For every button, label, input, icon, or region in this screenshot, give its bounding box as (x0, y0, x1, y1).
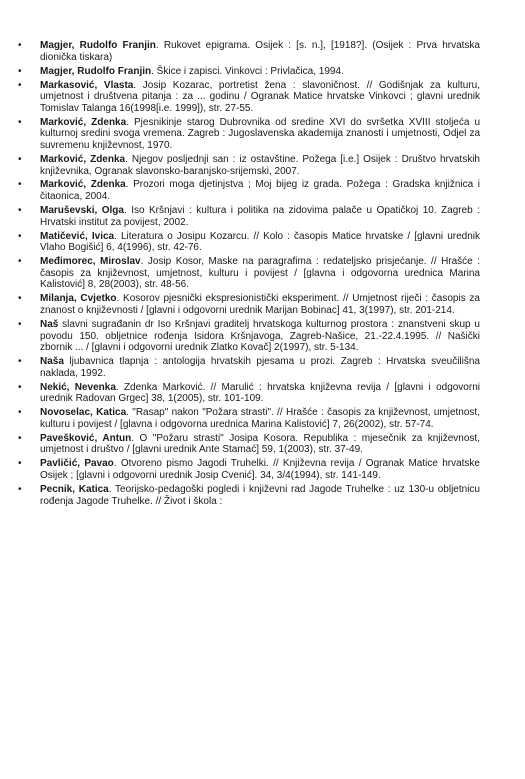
entry-author: Naša (40, 356, 64, 368)
entry-description: . Kosorov pjesnički ekspresionistički eksperiment. // Umjetnost riječi : časopis za znanost o književnosti / [glavni i odgovorni urednik Marijan Bobinac] 41, 3(1997), str. 201-214. (40, 293, 480, 316)
entry-description: . Njegov posljednji san : iz ostavštine. Požega [i.e.] Osijek : Društvo hrvatskih književnika, Ogranak slavonsko-baranjsko-srijemski, 2007. (40, 153, 480, 177)
bibliography-entry (18, 458, 480, 481)
bullet-icon: • (18, 407, 22, 419)
entry-description: . Zdenka Marković. // Marulić : hrvatska književna revija / [glavni i odgovorni urednik Radovan Grgec] 38, 1(2005), str. 101-109. (40, 381, 480, 405)
entry-author: Pecnik, Katica (40, 484, 109, 496)
entry-description: . Škice i zapisci. Vinkovci : Privlačica, 1994. (151, 65, 344, 77)
bullet-icon: • (18, 356, 22, 368)
entry-author: Matičević, Ivica (40, 230, 115, 242)
bibliography-entry (18, 319, 480, 354)
entry-author: Naš (40, 318, 59, 330)
bullet-icon: • (18, 65, 22, 77)
bibliography-list (18, 40, 480, 510)
bibliography-entry (18, 179, 480, 202)
bullet-icon: • (18, 230, 22, 242)
bibliography-entry (18, 293, 480, 316)
entry-description: . Josip Kosor, Maske na paragrafima : redateljsko prisjećanje. // Hrašće : časopis za književnost, umjetnost, kulturu i povijest / [glavna i odgovorna urednica Marina Kalistović] 8, 28(2003), str. 48-56. (40, 256, 481, 291)
bibliography-entry (18, 231, 480, 254)
entry-description: . Pjesnikinje starog Dubrovnika od sredine XVI do svršetka XVIII stoljeća u kulturnoj sredini svoga vremena. Zagreb : Jugoslavenska akademija znanosti i umjetnosti, Odjel za suvremenu književnost, 1970. (40, 116, 481, 151)
entry-description: . Otvoreno pismo Jagodi Truhelki. // Književna revija / Ogranak Matice hrvatske Osijek ; [glavni i odgovorni urednik Josip Cvenić]. 34, 3/4(1994), str. 141-149. (40, 458, 480, 482)
entry-author: Marković, Zdenka (40, 179, 126, 191)
bibliography-entry (18, 407, 480, 430)
bullet-icon: • (18, 179, 22, 191)
bullet-icon: • (18, 153, 22, 165)
bullet-icon: • (18, 458, 22, 470)
bibliography-entry (18, 80, 480, 115)
entry-author: Nekić, Nevenka (40, 381, 116, 393)
entry-author: Milanja, Cvjetko (40, 293, 117, 305)
entry-author: Novoselac, Katica (40, 407, 127, 419)
entry-description: slavni sugrađanin dr Iso Kršnjavi graditelj hrvatskoga kulturnog prostora : znanstveni skup u povodu 150. obljetnice rođenja Isidora Kršnjavoga, Zagreb-Našice, 21.-22.4.1995. // Našički zbornik ... / [glavni i odgovorni urednik Zlatko Kovač] 2(1997), str. 5-134. (40, 318, 480, 354)
entry-description: . O "Požaru strasti" Josipa Kosora. Republika : mjesečnik za književnost, umjetnost i društvo / [glavni urednik Ante Stamać] 59, 1(2003), str. 37-49. (40, 432, 480, 456)
entry-author: Maruševski, Olga (40, 205, 124, 217)
entry-description: ljubavnica tlapnja : antologija hrvatskih pjesama u prozi. Zagreb : Hrvatska sveučilišna naklada, 1992. (40, 356, 480, 379)
entry-author: Markasović, Vlasta (40, 79, 134, 91)
entry-author: Magjer, Rudolfo Franjin (40, 40, 156, 51)
entry-description: . Literatura o Josipu Kozarcu. // Kolo : časopis Matice hrvatske / [glavni urednik Vlaho Bogišić] 6, 4(1996), str. 42-76. (40, 230, 480, 254)
entry-author: Pavešković, Antun (40, 432, 132, 444)
entry-author: Marković, Zdenka (40, 153, 126, 165)
entry-description: . Josip Kozarac, portretist žena : slavoničnost. // Godišnjak za kulturu, umjetnost i društvena pitanja : za ... godinu / Ogranak Matice hrvatske Vinkovci ; glavni urednik Tomislav Talanga 16(1998[i.e. 1999]), str. 27-55. (40, 79, 481, 114)
entry-description: . Rukovet epigrama. Osijek : [s. n.], [1918?]. (Osijek : Prva hrvatska dionička tiskara) (40, 40, 480, 63)
entry-author: Magjer, Rudolfo Franjin (40, 65, 152, 77)
bibliography-entry (18, 154, 480, 177)
entry-author: Pavličić, Pavao (40, 458, 114, 470)
bibliography-entry (18, 382, 480, 405)
bullet-icon: • (18, 293, 22, 305)
bibliography-entry (18, 433, 480, 456)
entry-description: . Iso Kršnjavi : kultura i politika na zidovima palače u Opatičkoj 10. Zagreb : Hrvatski institut za povijest, 2002. (40, 205, 480, 228)
bullet-icon: • (18, 432, 22, 444)
entry-description: . Teorijsko-pedagoški pogledi i književni rad Jagode Truhelke : uz 130-u obljetnicu rođenja Jagode Truhelke. // Život i škola : (40, 484, 480, 507)
bibliography-entry (18, 256, 480, 291)
bullet-icon: • (18, 381, 22, 393)
bibliography-entry (18, 40, 480, 63)
entry-author: Marković, Zdenka (40, 116, 127, 128)
bibliography-entry (18, 66, 480, 78)
entry-description: . Prozori moga djetinjstva ; Moj bijeg iz grada. Požega : Gradska knjižnica i čitaonica, 2004. (40, 179, 480, 203)
bullet-icon: • (18, 484, 22, 496)
bullet-icon: • (18, 40, 22, 51)
bibliography-entry (18, 356, 480, 379)
bibliography-entry (18, 205, 480, 228)
bibliography-entry (18, 117, 480, 152)
bibliography-entry (18, 484, 480, 507)
bullet-icon: • (18, 79, 22, 91)
entry-description: . "Rasap" nakon "Požara strasti". // Hrašće : časopis za književnost, umjetnost, kulturu i povijest / [glavna i odgovorna urednica Marina Kalistović] 7, 26(2002), str. 57-74. (40, 407, 480, 430)
bullet-icon: • (18, 205, 22, 217)
bullet-icon: • (18, 256, 22, 268)
bullet-icon: • (18, 318, 22, 330)
entry-author: Međimorec, Miroslav (40, 256, 141, 268)
bullet-icon: • (18, 116, 22, 128)
